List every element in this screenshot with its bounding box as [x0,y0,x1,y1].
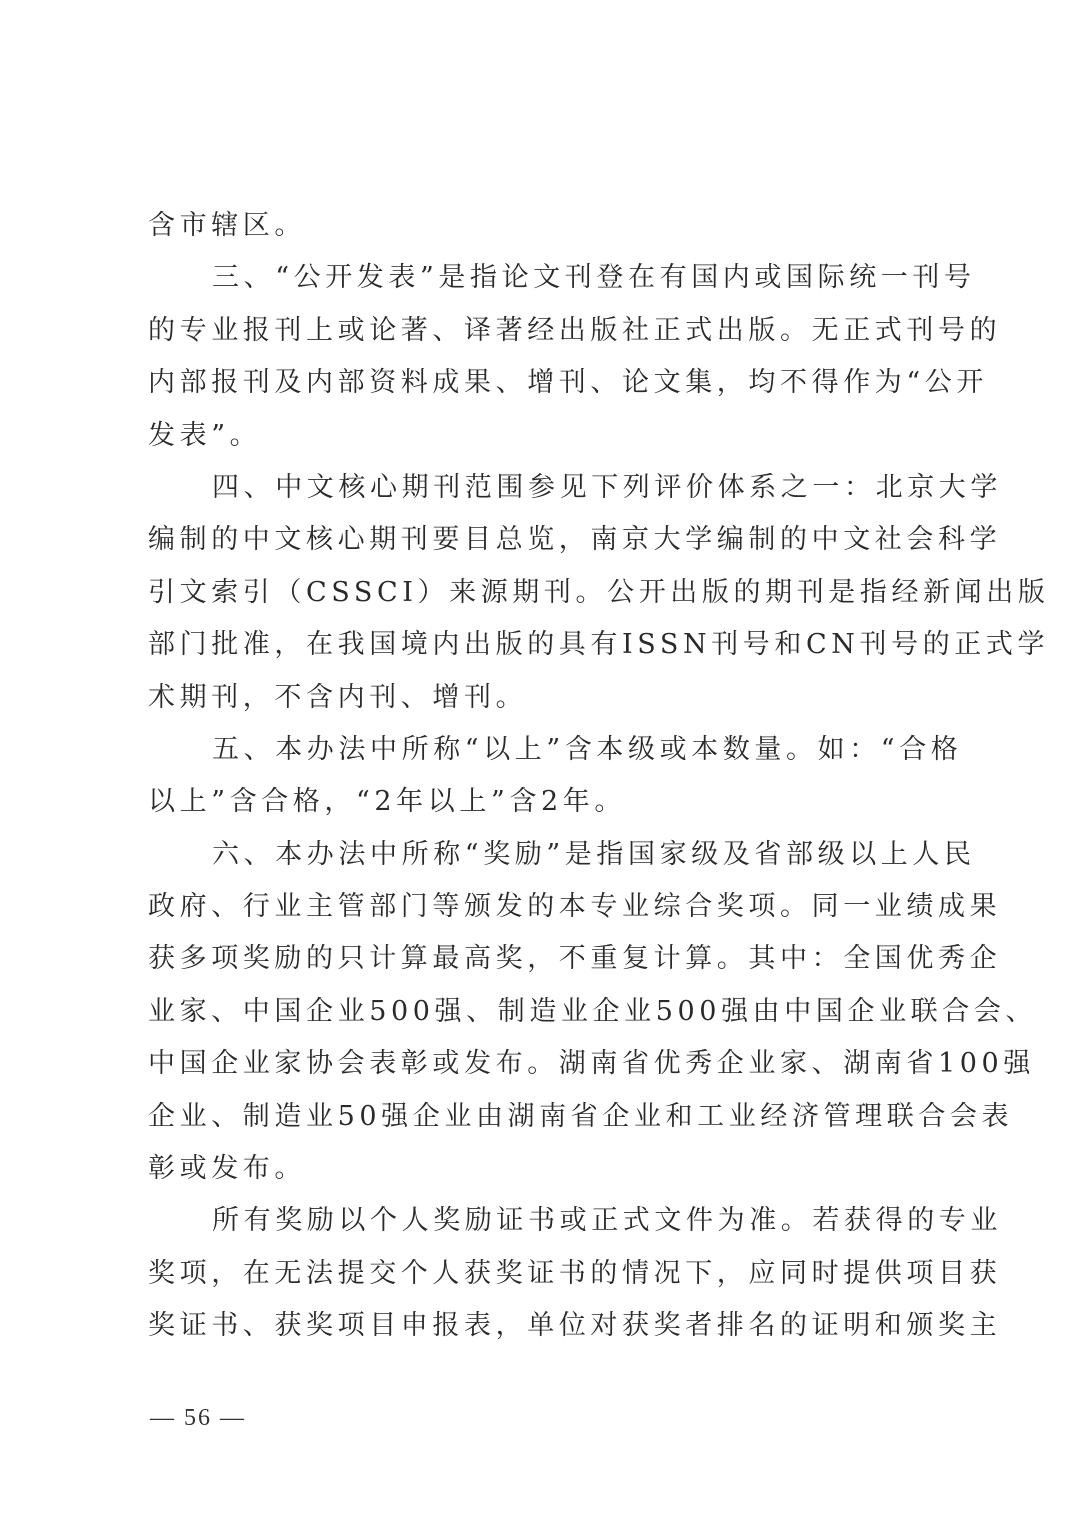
text-line: 部门批准，在我国境内出版的具有ISSN刊号和CN刊号的正式学 [148,629,1050,661]
text-line: 业家、中国企业500强、制造业企业500强由中国企业联合会、 [148,995,1038,1027]
text-line: 获多项奖励的只计算最高奖，不重复计算。其中：全国优秀企 [148,943,1002,975]
text-line: 所有奖励以个人奖励证书或正式文件为准。若获得的专业 [212,1205,1002,1237]
paragraph-awards-certificate-note [148,1195,1002,1352]
text-line: 含市辖区。 [148,210,306,241]
text-line: 四、中文核心期刊范围参见下列评价体系之一：北京大学 [212,471,1002,503]
text-line: 发表”。 [148,419,262,451]
text-line: 彰或发布。 [148,1153,306,1185]
text-line: 术期刊，不含内刊、增刊。 [148,681,528,713]
text-line: 企业、制造业50强企业由湖南省企业和工业经济管理联合会表 [148,1100,1014,1132]
text-line: 政府、行业主管部门等颁发的本专业综合奖项。同一业绩成果 [148,891,1002,923]
text-line: 六、本办法中所称“奖励”是指国家级及省部级以上人民 [212,838,976,870]
paragraph-item-4-core-journals [148,462,1050,724]
text-line: 引文索引（CSSCI）来源期刊。公开出版的期刊是指经新闻出版 [148,576,1050,608]
paragraph-item-3-public-publication [148,252,1002,462]
text-line: 编制的中文核心期刊要目总览，南京大学编制的中文社会科学 [148,524,1002,556]
paragraph-continuation [148,200,948,252]
paragraph-item-5-above-definition [148,724,963,829]
paragraph-item-6-awards [148,829,1038,1196]
text-line: 内部报刊及内部资料成果、增刊、论文集，均不得作为“公开 [148,367,989,399]
text-line: 中国企业家协会表彰或发布。湖南省优秀企业家、湖南省100强 [148,1048,1035,1080]
page-number: — 56 — [150,1405,246,1431]
text-line: 奖项，在无法提交个人获奖证书的情况下，应同时提供项目获 [148,1257,1002,1289]
text-line: 三、“公开发表”是指论文刊登在有国内或国际统一刊号 [212,262,976,294]
text-line: 奖证书、获奖项目申报表，单位对获奖者排名的证明和颁奖主 [148,1310,1002,1342]
document-page-body [148,200,1050,1353]
text-line: 五、本办法中所称“以上”含本级或本数量。如：“合格 [212,733,963,765]
text-line: 以上”含合格，“2年以上”含2年。 [148,786,626,818]
text-line: 的专业报刊上或论著、译著经出版社正式出版。无正式刊号的 [148,314,1002,346]
